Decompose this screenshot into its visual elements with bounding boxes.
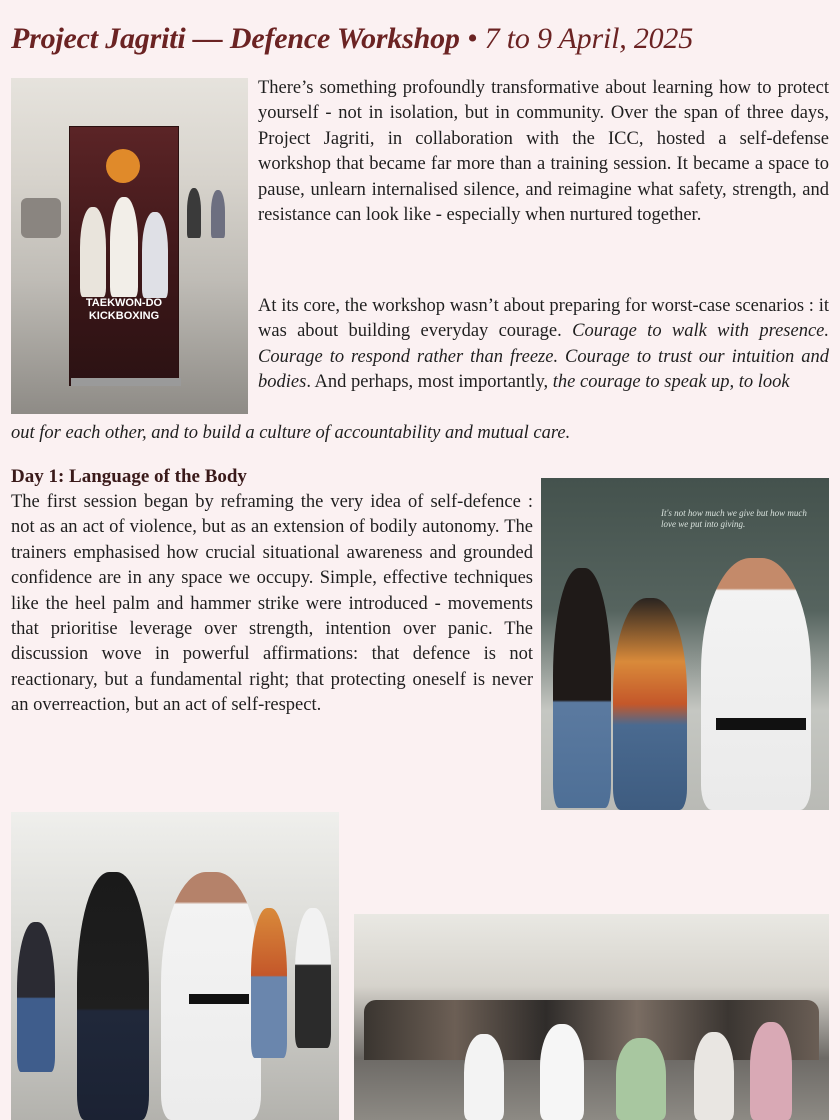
title-dates: • 7 to 9 April, 2025 <box>467 22 694 55</box>
background-person <box>187 188 201 238</box>
page-title <box>11 22 836 56</box>
banner-person <box>142 212 168 298</box>
intro-text: At its core, the workshop wasn’t about preparing for worst-case scenarios : it was about building everyday courage. <box>258 296 829 342</box>
participant-person <box>694 1032 734 1120</box>
photo-taekwondo-banner <box>11 78 248 414</box>
trainee-person <box>77 872 149 1120</box>
intro-italic: Courage to walk with presence. Courage to respond rather than freeze. Courage to trust our intuition and bodies <box>258 321 830 393</box>
trainer-person <box>701 558 811 810</box>
banner-title: TAEKWON-DO KICKBOXING <box>85 297 163 322</box>
kickboxing-banner <box>69 126 179 386</box>
title-text: Project Jagriti — Defence Workshop <box>11 22 460 55</box>
participant-person <box>540 1024 584 1120</box>
student-person <box>613 598 687 810</box>
intro-text: . And perhaps, most importantly, <box>306 372 549 393</box>
intro-paragraph-2 <box>258 294 829 396</box>
participant-person <box>251 908 287 1058</box>
banner-person <box>80 207 106 297</box>
banner-person <box>110 197 138 297</box>
participant-person <box>17 922 55 1072</box>
participant-person <box>616 1038 666 1120</box>
day1-heading: Day 1: Language of the Body <box>11 466 247 487</box>
black-belt <box>716 718 806 730</box>
tiger-logo-icon <box>106 149 140 183</box>
participant-person <box>295 908 331 1048</box>
photo-crowd-session <box>354 914 829 1120</box>
day1-paragraph: The first session began by reframing the very idea of self-defence : not as an act of violence, but as an extension of bodily autonomy. The trainers emphasised how crucial situational awareness and grounded confidence are in any space we occupy. Simple, effective techniques like the heel palm and hammer strike were introduced - movements that prioritise leverage over strength, intention over panic. The discussion wove in powerful affirmations: that defence is not reactionary, but a fundamental right; that protecting oneself is never an overreaction, but an act of self-respect. <box>11 492 533 716</box>
background-person <box>211 190 225 238</box>
participant-person <box>750 1022 792 1120</box>
background-person <box>21 198 61 238</box>
black-belt <box>189 994 249 1004</box>
intro-italic: the courage to speak up, to look <box>552 372 790 393</box>
photo-trainer-demonstration <box>541 478 829 810</box>
intro-paragraph-1: There’s something profoundly transformative about learning how to protect yourself - not in isolation, but in community. Over the span of three days, Project Jagriti, in collaboration with the ICC, hosted a self-defense workshop that became far more than a training session. It became a space to pause, unlearn internalised silence, and reimagine what safety, strength, and resistance can look like - especially when nurtured together. <box>258 78 829 226</box>
banner-stand <box>71 378 181 386</box>
student-person <box>553 568 611 808</box>
intro-italic: out for each other, and to build a culture of accountability and mutual care. <box>11 423 571 443</box>
wall-quote: It's not how much we give but how much love we put into giving. <box>661 508 807 529</box>
participant-person <box>464 1034 504 1120</box>
photo-group-practice <box>11 812 339 1120</box>
intro-paragraph-2-continued <box>11 421 829 446</box>
